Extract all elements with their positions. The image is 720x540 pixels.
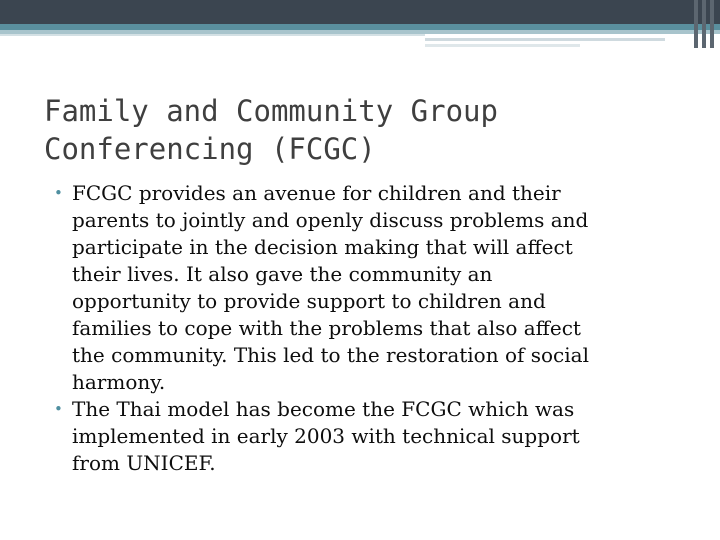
bullet-text-line: the community. This led to the restoration of social bbox=[72, 343, 589, 367]
header-band-dark bbox=[0, 0, 720, 24]
corner-decoration bbox=[702, 0, 706, 48]
corner-decoration bbox=[710, 0, 714, 48]
slide-title-line: Family and Community Group bbox=[44, 94, 498, 128]
bullet-list bbox=[48, 180, 688, 477]
bullet-text-line: participate in the decision making that will affect bbox=[72, 235, 573, 259]
bullet-text-line: from UNICEF. bbox=[72, 451, 216, 475]
bullet-text-line: parents to jointly and openly discuss problems and bbox=[72, 208, 589, 232]
bullet-text-line: FCGC provides an avenue for children and their bbox=[72, 181, 561, 205]
bullet-text-line: families to cope with the problems that also affect bbox=[72, 316, 581, 340]
bullet-text-line: opportunity to provide support to children and bbox=[72, 289, 546, 313]
header-accent-strip bbox=[425, 44, 580, 47]
bullet-item bbox=[48, 180, 688, 396]
corner-decoration bbox=[694, 0, 698, 48]
header-accent-strip bbox=[425, 38, 665, 41]
bullet-text-line: implemented in early 2003 with technical support bbox=[72, 424, 580, 448]
bullet-marker: • bbox=[54, 400, 63, 418]
bullet-item bbox=[48, 396, 688, 477]
bullet-text-line: their lives. It also gave the community an bbox=[72, 262, 493, 286]
slide-title bbox=[44, 92, 684, 168]
bullet-marker: • bbox=[54, 184, 63, 202]
slide-title-line: Conferencing (FCGC) bbox=[44, 132, 376, 166]
bullet-text-line: harmony. bbox=[72, 370, 166, 394]
bullet-text-line: The Thai model has become the FCGC which was bbox=[72, 397, 575, 421]
